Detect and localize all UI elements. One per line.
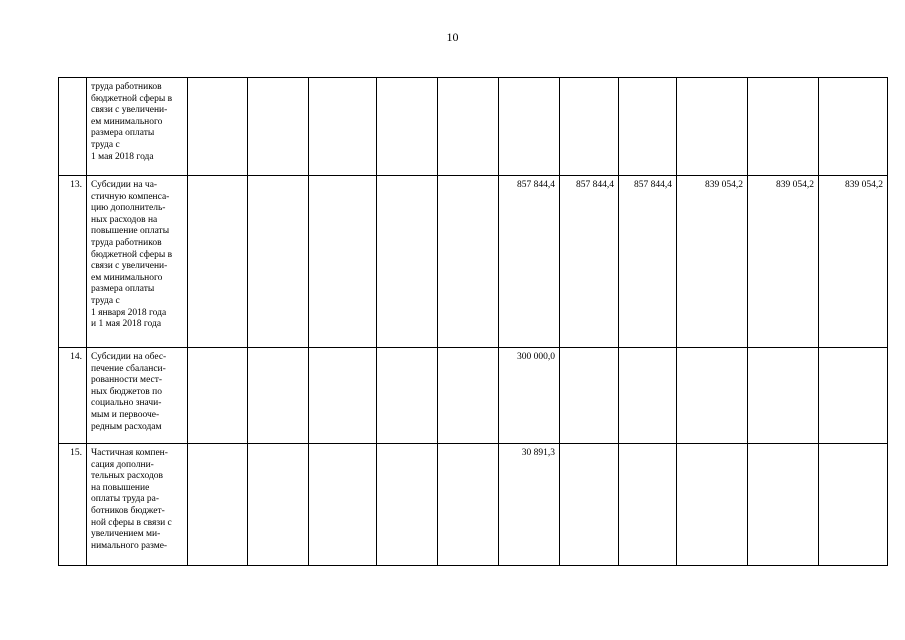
description-line: стичную компенса- bbox=[91, 191, 170, 202]
value-cell: 857 844,4 bbox=[499, 176, 560, 348]
description-line: Субсидии на ча- bbox=[91, 180, 158, 190]
description-line: рованности мест- bbox=[91, 375, 163, 386]
value-cell bbox=[309, 348, 377, 444]
description-line: на повышение bbox=[91, 482, 150, 493]
description-line: ботников бюджет- bbox=[91, 505, 165, 516]
description-line: размера оплаты bbox=[91, 284, 155, 295]
description-line: бюджетной сферы в bbox=[91, 249, 173, 260]
description-line: мым и первооче- bbox=[91, 409, 160, 420]
value-cell bbox=[188, 78, 248, 176]
description-line: цию дополнитель- bbox=[91, 203, 166, 214]
description-line: бюджетной сферы в bbox=[91, 93, 173, 104]
value-cell bbox=[819, 78, 888, 176]
description-line: тельных расходов bbox=[91, 471, 164, 482]
value-cell: 857 844,4 bbox=[619, 176, 677, 348]
value-cell: 300 000,0 bbox=[499, 348, 560, 444]
description-line: труда работников bbox=[91, 237, 162, 248]
value-cell bbox=[248, 444, 309, 566]
value-cell bbox=[248, 176, 309, 348]
description-line: Частичная компен- bbox=[91, 448, 168, 458]
value-cell bbox=[677, 444, 748, 566]
description-line: труда с bbox=[91, 295, 120, 306]
value-cell: 839 054,2 bbox=[819, 176, 888, 348]
description-line: 1 мая 2018 года bbox=[91, 151, 154, 162]
row-description bbox=[87, 176, 188, 348]
value-cell bbox=[377, 78, 438, 176]
description-line: ной сферы в связи с bbox=[91, 517, 172, 528]
value-cell bbox=[560, 348, 619, 444]
value-cell: 839 054,2 bbox=[748, 176, 819, 348]
description-line: труда с bbox=[91, 139, 120, 150]
row-number: 14. bbox=[59, 348, 87, 444]
value-cell bbox=[619, 348, 677, 444]
table-row bbox=[59, 348, 888, 444]
description-line: ем минимального bbox=[91, 272, 163, 283]
value-cell bbox=[819, 444, 888, 566]
value-cell bbox=[188, 348, 248, 444]
value-cell bbox=[438, 176, 499, 348]
row-description bbox=[87, 444, 188, 566]
row-description bbox=[87, 78, 188, 176]
description-line: и 1 мая 2018 года bbox=[91, 319, 162, 330]
value-cell bbox=[188, 444, 248, 566]
table-row bbox=[59, 444, 888, 566]
description-line: сация дополни- bbox=[91, 459, 154, 470]
description-line: связи с увеличени- bbox=[91, 105, 168, 116]
value-cell bbox=[748, 78, 819, 176]
value-cell bbox=[248, 348, 309, 444]
value-cell bbox=[438, 348, 499, 444]
value-cell bbox=[619, 78, 677, 176]
value-cell bbox=[188, 176, 248, 348]
row-description bbox=[87, 348, 188, 444]
value-cell: 857 844,4 bbox=[560, 176, 619, 348]
value-cell bbox=[438, 78, 499, 176]
value-cell bbox=[377, 348, 438, 444]
description-line: нимального разме- bbox=[91, 540, 168, 551]
value-cell bbox=[377, 176, 438, 348]
page-number: 10 bbox=[446, 30, 459, 44]
table-row bbox=[59, 78, 888, 176]
row-number bbox=[59, 78, 87, 176]
description-line: ных расходов на bbox=[91, 214, 158, 225]
value-cell bbox=[248, 78, 309, 176]
value-cell bbox=[748, 348, 819, 444]
value-cell bbox=[677, 78, 748, 176]
description-line: Субсидии на обес- bbox=[91, 352, 167, 362]
row-number: 15. bbox=[59, 444, 87, 566]
value-cell bbox=[819, 348, 888, 444]
value-cell: 839 054,2 bbox=[677, 176, 748, 348]
budget-table bbox=[58, 77, 888, 566]
description-line: 1 января 2018 года bbox=[91, 307, 167, 318]
description-line: печение сбаланси- bbox=[91, 363, 166, 374]
value-cell bbox=[499, 78, 560, 176]
value-cell bbox=[377, 444, 438, 566]
description-line: повышение оплаты bbox=[91, 226, 170, 237]
value-cell bbox=[438, 444, 499, 566]
row-number: 13. bbox=[59, 176, 87, 348]
description-line: социально значи- bbox=[91, 398, 162, 409]
description-line: связи с увеличени- bbox=[91, 261, 168, 272]
description-line: размера оплаты bbox=[91, 128, 155, 139]
value-cell bbox=[560, 78, 619, 176]
description-line: ных бюджетов по bbox=[91, 386, 162, 397]
description-line: оплаты труда ра- bbox=[91, 494, 160, 505]
value-cell bbox=[748, 444, 819, 566]
value-cell bbox=[309, 78, 377, 176]
value-cell bbox=[309, 176, 377, 348]
value-cell bbox=[560, 444, 619, 566]
value-cell bbox=[619, 444, 677, 566]
description-line: ем минимального bbox=[91, 116, 163, 127]
value-cell bbox=[309, 444, 377, 566]
description-line: увеличением ми- bbox=[91, 529, 161, 540]
value-cell bbox=[677, 348, 748, 444]
description-line: редным расходам bbox=[91, 421, 162, 432]
table-row bbox=[59, 176, 888, 348]
value-cell: 30 891,3 bbox=[499, 444, 560, 566]
description-line: труда работников bbox=[91, 82, 162, 92]
